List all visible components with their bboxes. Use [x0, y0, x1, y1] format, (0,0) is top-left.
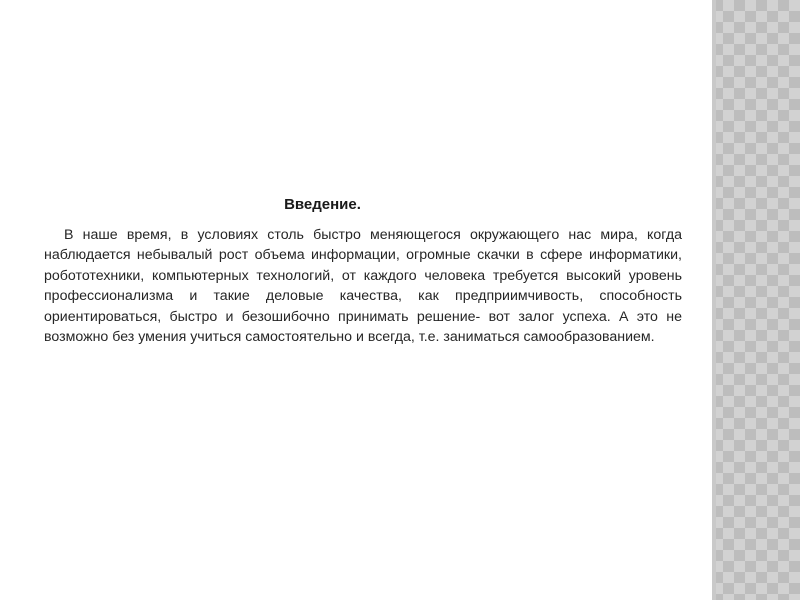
document-title: Введение.: [284, 196, 361, 213]
document-paragraph: В наше время, в условиях столь быстро меняющегося окружающего нас мира, когда наблюдается небывалый рост объема информации, огромные скачки в сфере информатики, робототехники, компьютерных технологий, от каждого человека требуется высокий уровень профессионализма и такие деловые качества, как предприимчивость, способность ориентироваться, быстро и безошибочно принимать решение- вот залог успеха. А это не возможно без умения учиться самостоятельно и всегда, т.е. заниматься самообразованием.: [44, 227, 682, 346]
decorative-side-panel: [712, 0, 800, 600]
